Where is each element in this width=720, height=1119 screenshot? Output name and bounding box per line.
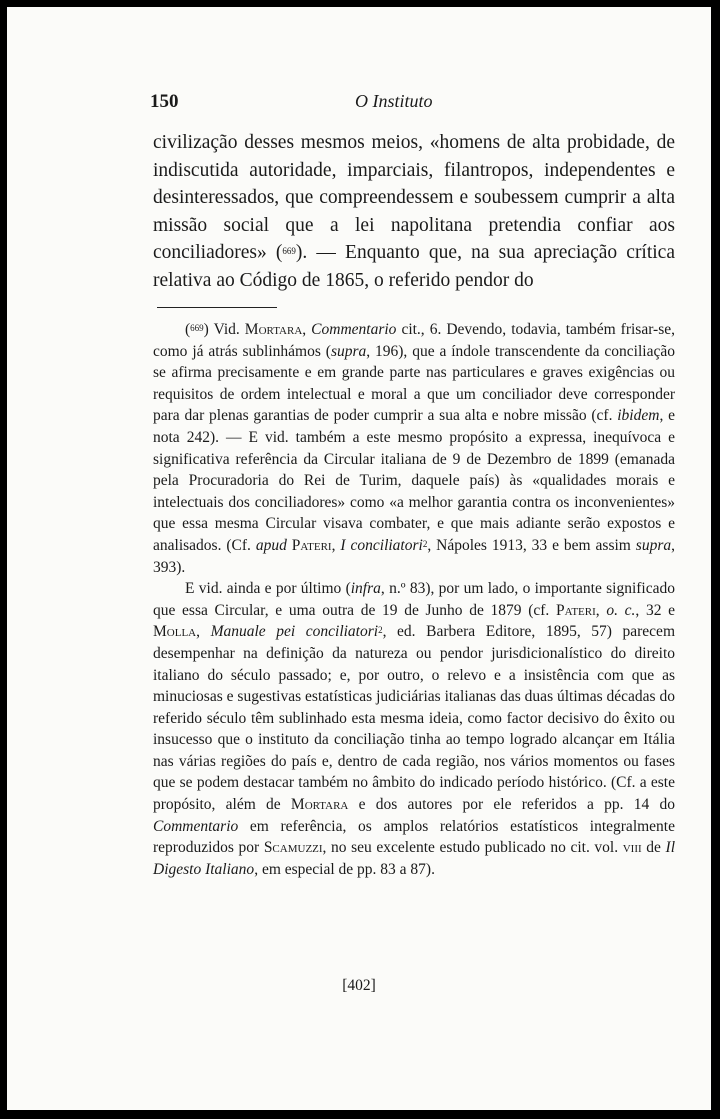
page-code: [402] xyxy=(342,977,376,994)
main-text-part: civilização desses mesmos meios, «homens de alta probidade, de indiscutida autoridade, imparciais, filantropos, independentes e desinteressados, que compreendessem e soubessem cumprir a alta missão social que a lei napolitana pretendia confiar aos conciliadores» ( xyxy=(153,132,675,263)
page-header xyxy=(7,91,711,119)
footnote-divider xyxy=(157,307,277,308)
book-page xyxy=(7,7,711,1110)
footnote-mark: ($^{669}$) xyxy=(185,321,214,338)
main-text-part: ). — Enquanto que, na sua apreciação crítica relativa ao Código de 1865, o referido pendor do xyxy=(153,242,675,291)
footnote-paragraph-1: ($^{669}$) Vid. Mortara, Commentario cit., 6. Devendo, todavia, também frisar-se, como já atrás sublinhámos (supra, 196), que a índole transcendente da conciliação se afirma precisamente e em grande parte nas particulares e graves exigências ou requisitos de ordem intelectual e moral a que um conciliador deve corresponder para dar plenas garantias de poder cumprir a sua alta e nobre missão (cf. ibidem, e nota 242). — E vid. também a este mesmo propósito a expressa, inequívoca e significativa referência da Circular italiana de 9 de Dezembro de 1899 (emanada pela Procuradoria do Rei de Turim, daquele país) às «qualidades morais e intelectuais dos conciliadores» como «a melhor garantia contra os inconvenientes» que essa mesma Circular visava combater, e que mais adiante serão expostos e analisados. (Cf. apud Pateri, I conciliatori$^2$, Nápoles 1913, 33 e bem assim supra, 393). xyxy=(153,321,675,576)
author-molla: Molla xyxy=(153,623,197,641)
footnote-block xyxy=(153,319,675,880)
author-mortara: Mortara xyxy=(290,796,349,814)
main-paragraph xyxy=(153,129,675,294)
author-mortara: Mortara xyxy=(244,321,303,338)
author-scamuzzi: Scamuzzi xyxy=(263,839,323,857)
main-text xyxy=(153,129,675,294)
footnote-reference: 669 xyxy=(282,246,296,256)
author-pateri: Pateri xyxy=(291,536,332,554)
footnote-paragraph-2: E vid. ainda e por último (infra, n.º 83), por um lado, o importante significado que essa Circular, e uma outra de 19 de Junho de 1879 (cf. Pateri, o. c., 32 e Molla, Manuale pei conciliatori$^2$, ed. Barbera Editore, 1895, 57) parecem desempenhar na definição da natureza ou pendor jurisdicionalístico do direito italiano do século passado; e, por outro, o relevo e a insistência com que as minuciosas e sugestivas estatísticas judiciárias italianas das duas últimas décadas do referido século têm sublinhado esta mesma ideia, como factor decisivo do êxito ou insucesso que o instituto da conciliação tinha ao tempo logrado alcançar em Itália nas várias regiões do país e, dentro de cada região, nos vários momentos ou fases que se podem destacar também no âmbito do indicado período histórico. (Cf. a este propósito, além de Mortara e dos autores por ele referidos a pp. 14 do Commentario em referência, os amplos relatórios estatísticos integralmente reproduzidos por Scamuzzi, no seu excelente estudo publicado no cit. vol. viii de Il Digesto Italiano, em especial de pp. 83 a 87). xyxy=(153,580,676,878)
running-title: O Instituto xyxy=(355,91,433,111)
author-pateri: Pateri xyxy=(555,601,596,619)
page-number: 150 xyxy=(150,91,179,112)
